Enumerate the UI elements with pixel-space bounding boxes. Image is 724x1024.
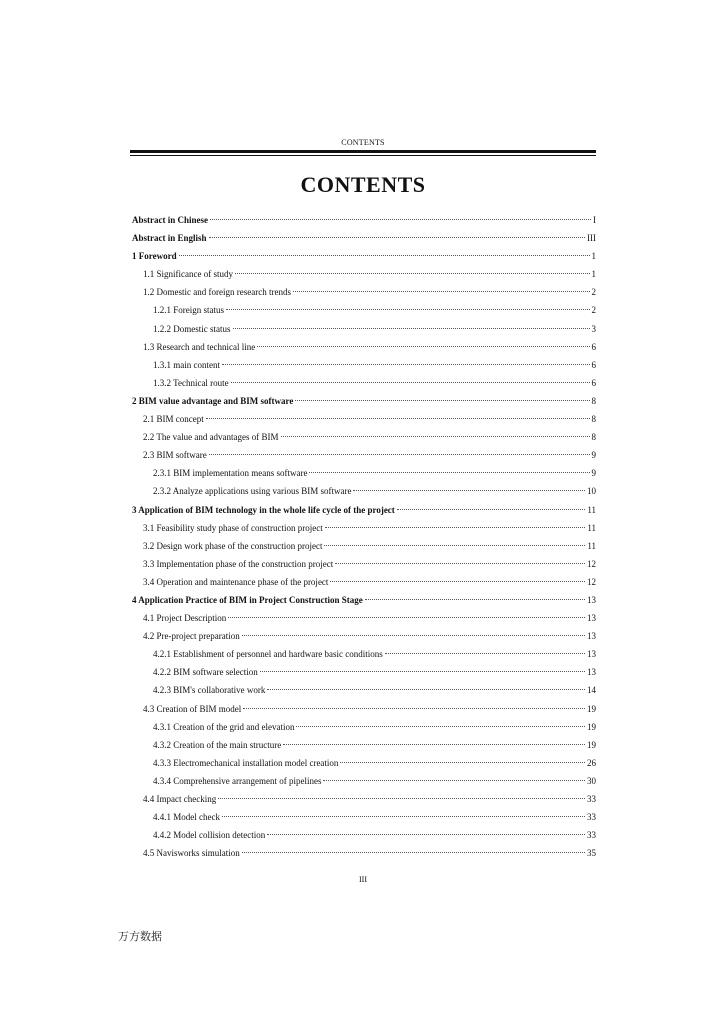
dot-leader bbox=[281, 436, 590, 437]
toc-entry-title: 2.1 BIM concept bbox=[143, 414, 204, 425]
toc-entry-page: 8 bbox=[591, 432, 596, 443]
dot-leader bbox=[257, 346, 589, 347]
toc-entry-page: 8 bbox=[591, 395, 596, 406]
toc-entry-title: 3.1 Feasibility study phase of construction project bbox=[143, 522, 323, 533]
toc-entry[interactable] bbox=[132, 844, 596, 862]
toc-entry-page: 14 bbox=[587, 685, 596, 696]
dot-leader bbox=[296, 726, 585, 727]
toc-entry-page: 19 bbox=[587, 739, 596, 750]
dot-leader bbox=[209, 237, 585, 238]
toc-entry[interactable] bbox=[132, 663, 596, 681]
toc-entry[interactable] bbox=[132, 754, 596, 772]
dot-leader bbox=[210, 219, 591, 220]
toc-entry[interactable] bbox=[132, 446, 596, 464]
toc-entry-title: Abstract in Chinese bbox=[132, 215, 208, 225]
toc-entry[interactable] bbox=[132, 501, 596, 519]
toc-entry-title: 4.3.3 Electromechanical installation model creation bbox=[153, 757, 339, 768]
toc-entry-title: 1.3 Research and technical line bbox=[143, 341, 256, 352]
toc-entry[interactable] bbox=[132, 283, 596, 301]
toc-entry-title: 1 Foreword bbox=[132, 251, 177, 262]
dot-leader bbox=[222, 816, 585, 817]
toc-entry-page: 6 bbox=[591, 359, 596, 370]
toc-entry-title: 4.3.2 Creation of the main structure bbox=[153, 739, 282, 750]
dot-leader bbox=[242, 635, 585, 636]
toc-entry[interactable] bbox=[132, 736, 596, 754]
toc-entry[interactable] bbox=[132, 410, 596, 428]
toc-entry-page: 1 bbox=[591, 251, 596, 262]
dot-leader bbox=[293, 291, 590, 292]
dot-leader bbox=[324, 545, 585, 546]
toc-entry-page: 19 bbox=[587, 703, 596, 714]
toc-entry[interactable] bbox=[132, 537, 596, 555]
dot-leader bbox=[260, 671, 585, 672]
toc-entry-page: 1 bbox=[591, 269, 596, 280]
dot-leader bbox=[330, 581, 585, 582]
toc-entry-page: 11 bbox=[587, 540, 596, 551]
dot-leader bbox=[231, 382, 590, 383]
toc-entry[interactable] bbox=[132, 718, 596, 736]
toc-entry[interactable] bbox=[132, 591, 596, 609]
toc-entry[interactable] bbox=[132, 229, 596, 247]
toc-entry[interactable] bbox=[132, 645, 596, 663]
toc-entry-page: 30 bbox=[587, 775, 596, 786]
toc-entry-page: 33 bbox=[587, 812, 596, 823]
page-title: CONTENTS bbox=[300, 172, 426, 197]
toc-entry-title: 1.2 Domestic and foreign research trends bbox=[143, 287, 291, 298]
toc-entry-page: 13 bbox=[587, 631, 596, 642]
dot-leader bbox=[243, 708, 585, 709]
dot-leader bbox=[325, 527, 586, 528]
dot-leader bbox=[365, 599, 585, 600]
toc-entry-page: 26 bbox=[587, 757, 596, 768]
toc-entry-page: III bbox=[587, 233, 596, 244]
toc-entry[interactable] bbox=[132, 627, 596, 645]
toc-entry-title: 4.4.2 Model collision detection bbox=[153, 830, 266, 841]
toc-entry-title: 4.5 Navisworks simulation bbox=[143, 848, 240, 859]
dot-leader bbox=[385, 653, 585, 654]
dot-leader bbox=[222, 364, 590, 365]
dot-leader bbox=[340, 762, 585, 763]
toc-entry[interactable] bbox=[132, 265, 596, 283]
dot-leader bbox=[179, 255, 590, 256]
toc-entry-title: 4.4.1 Model check bbox=[153, 812, 220, 823]
toc-entry[interactable] bbox=[132, 573, 596, 591]
toc-entry-page: I bbox=[593, 215, 596, 225]
toc-entry-page: 19 bbox=[587, 721, 596, 732]
dot-leader bbox=[295, 400, 589, 401]
toc-entry-title: 2.2 The value and advantages of BIM bbox=[143, 432, 279, 443]
header-rule-thick bbox=[130, 150, 596, 153]
toc-entry[interactable] bbox=[132, 301, 596, 319]
toc-entry[interactable] bbox=[132, 790, 596, 808]
toc-entry-title: 4.2 Pre-project preparation bbox=[143, 631, 240, 642]
toc-entry-title: 4.2.2 BIM software selection bbox=[153, 667, 258, 678]
toc-entry[interactable] bbox=[132, 555, 596, 573]
page-number: III bbox=[359, 875, 367, 884]
toc-entry[interactable] bbox=[132, 519, 596, 537]
toc-entry-title: 4.4 Impact checking bbox=[143, 794, 217, 804]
toc-entry-title: 2.3 BIM software bbox=[143, 450, 207, 461]
dot-leader bbox=[309, 472, 589, 473]
toc-entry-title: 1.3.2 Technical route bbox=[153, 377, 229, 388]
toc-entry-title: 2 BIM value advantage and BIM software bbox=[132, 395, 294, 406]
toc-entry[interactable] bbox=[132, 247, 596, 265]
toc-entry[interactable] bbox=[132, 772, 596, 790]
toc-entry-title: 4.3 Creation of BIM model bbox=[143, 703, 242, 714]
toc-entry-title: 1.2.2 Domestic status bbox=[153, 323, 231, 334]
dot-leader bbox=[335, 563, 585, 564]
toc-entry[interactable] bbox=[132, 320, 596, 338]
toc-entry[interactable] bbox=[132, 338, 596, 356]
toc-entry-title: 4.3.4 Comprehensive arrangement of pipelines bbox=[153, 775, 322, 786]
toc-entry[interactable] bbox=[132, 681, 596, 699]
toc-entry-title: 1.1 Significance of study bbox=[143, 269, 233, 280]
toc-entry-page: 9 bbox=[591, 450, 596, 461]
dot-leader bbox=[323, 780, 585, 781]
toc-entry-title: 3 Application of BIM technology in the whole life cycle of the project bbox=[132, 504, 395, 515]
toc-entry-page: 11 bbox=[587, 504, 596, 515]
toc-entry[interactable] bbox=[132, 609, 596, 627]
toc-entry-title: 1.3.1 main content bbox=[153, 359, 220, 370]
toc-entry-title: 4.1 Project Description bbox=[143, 613, 227, 624]
dot-leader bbox=[209, 454, 590, 455]
table-of-contents bbox=[132, 211, 596, 862]
dot-leader bbox=[226, 309, 590, 310]
toc-entry-page: 9 bbox=[591, 468, 596, 479]
toc-entry-title: 2.3.1 BIM implementation means software bbox=[153, 468, 308, 479]
running-header: CONTENTS bbox=[341, 138, 385, 147]
toc-entry-page: 2 bbox=[591, 305, 596, 316]
toc-entry-page: 13 bbox=[587, 667, 596, 678]
dot-leader bbox=[283, 744, 585, 745]
toc-entry-title: 3.4 Operation and maintenance phase of the project bbox=[143, 576, 329, 587]
toc-entry[interactable] bbox=[132, 392, 596, 410]
toc-entry[interactable] bbox=[132, 826, 596, 844]
toc-entry-page: 13 bbox=[587, 594, 596, 605]
toc-entry-page: 12 bbox=[587, 558, 596, 569]
dot-leader bbox=[267, 689, 585, 690]
header-rule-thin bbox=[130, 155, 596, 156]
toc-entry-title: 1.2.1 Foreign status bbox=[153, 305, 224, 316]
toc-entry-page: 11 bbox=[587, 522, 596, 533]
dot-leader bbox=[228, 617, 585, 618]
toc-entry-title: 4 Application Practice of BIM in Project Construction Stage bbox=[132, 594, 363, 605]
dot-leader bbox=[242, 852, 585, 853]
toc-entry[interactable] bbox=[132, 374, 596, 392]
dot-leader bbox=[397, 509, 586, 510]
toc-entry-page: 13 bbox=[587, 613, 596, 624]
toc-entry-page: 8 bbox=[591, 414, 596, 425]
dot-leader bbox=[267, 834, 585, 835]
dot-leader bbox=[218, 798, 585, 799]
toc-entry-title: Abstract in English bbox=[132, 233, 207, 244]
toc-entry[interactable] bbox=[132, 482, 596, 500]
toc-entry-page: 35 bbox=[587, 848, 596, 859]
dot-leader bbox=[235, 273, 590, 274]
toc-entry[interactable] bbox=[132, 356, 596, 374]
watermark: 万方数据 bbox=[118, 930, 162, 943]
dot-leader bbox=[233, 328, 590, 329]
toc-entry-title: 4.2.3 BIM's collaborative work bbox=[153, 685, 266, 696]
toc-entry-page: 6 bbox=[591, 341, 596, 352]
toc-entry-page: 33 bbox=[587, 830, 596, 841]
toc-entry[interactable] bbox=[132, 428, 596, 446]
toc-entry[interactable] bbox=[132, 211, 596, 229]
toc-entry-page: 12 bbox=[587, 576, 596, 587]
toc-entry[interactable] bbox=[132, 700, 596, 718]
toc-entry-title: 3.2 Design work phase of the construction project bbox=[143, 540, 323, 551]
toc-entry-title: 2.3.2 Analyze applications using various BIM software bbox=[153, 486, 352, 497]
toc-entry-title: 4.3.1 Creation of the grid and elevation bbox=[153, 721, 295, 732]
toc-entry-page: 6 bbox=[591, 377, 596, 388]
toc-entry-page: 33 bbox=[587, 794, 596, 804]
dot-leader bbox=[353, 490, 585, 491]
toc-entry-page: 2 bbox=[591, 287, 596, 298]
toc-entry-title: 4.2.1 Establishment of personnel and hardware basic conditions bbox=[153, 649, 383, 660]
toc-entry[interactable] bbox=[132, 464, 596, 482]
toc-entry[interactable] bbox=[132, 808, 596, 826]
toc-entry-page: 3 bbox=[591, 323, 596, 334]
toc-entry-page: 13 bbox=[587, 649, 596, 660]
dot-leader bbox=[206, 418, 590, 419]
toc-entry-page: 10 bbox=[587, 486, 596, 497]
toc-entry-title: 3.3 Implementation phase of the construction project bbox=[143, 558, 334, 569]
